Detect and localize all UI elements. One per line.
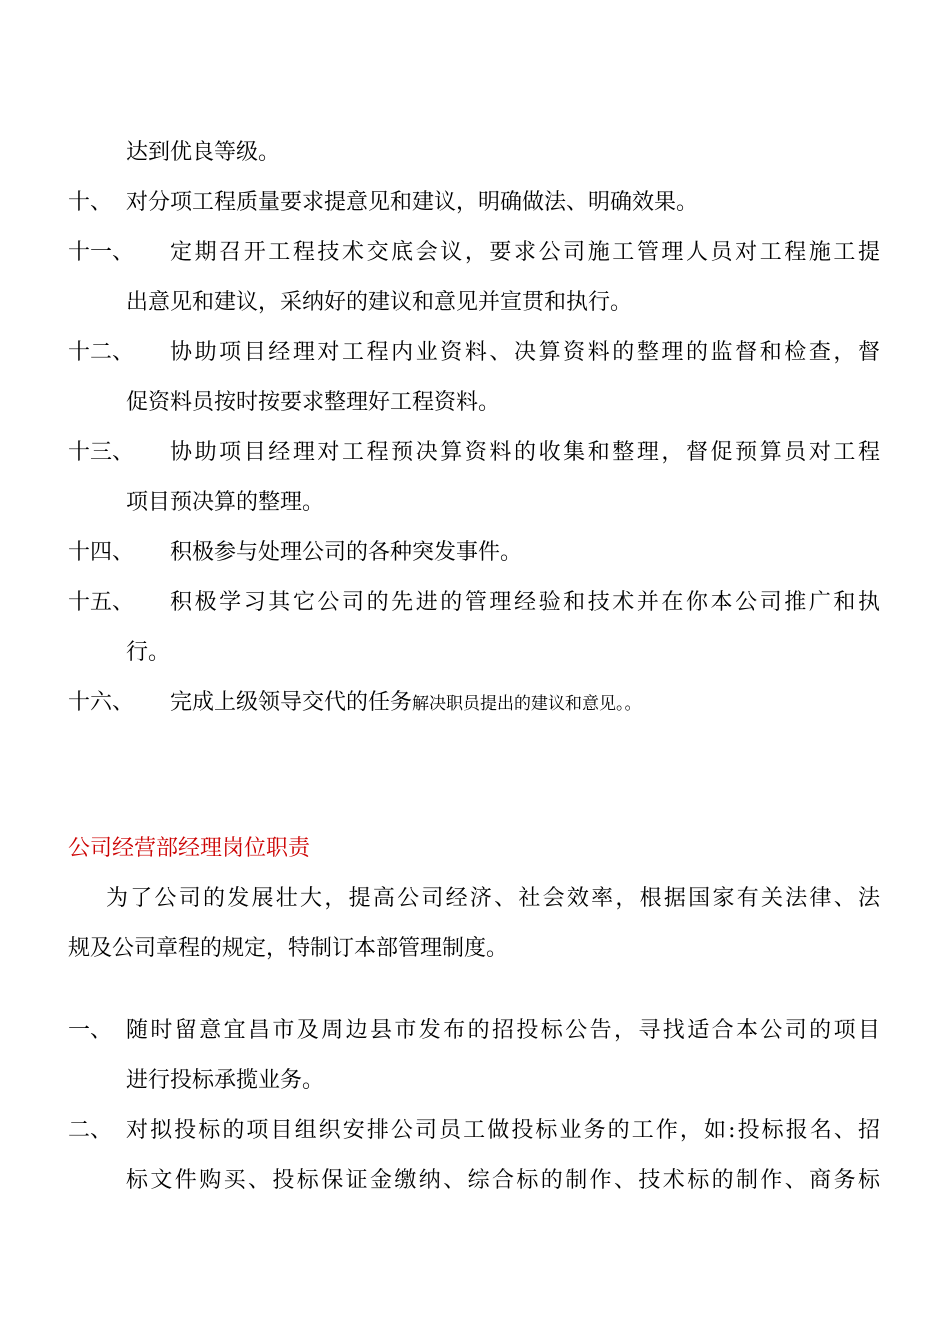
item-number: 十六、	[68, 690, 135, 715]
item-number: 十、	[68, 190, 113, 215]
item-text: 协助项目经理对工程预决算资料的收集和整理，督促预算员对工程	[170, 440, 880, 465]
item-text-continued: 进行投标承揽业务。	[126, 1068, 325, 1093]
item-text	[170, 686, 642, 721]
item-number: 二、	[68, 1118, 113, 1143]
item-number: 十四、	[68, 540, 135, 565]
item-number: 十一、	[68, 240, 135, 265]
continuation-text: 达到优良等级。	[126, 140, 281, 165]
item-text-main: 完成上级领导交代的任务	[170, 690, 413, 715]
item-text-continued: 项目预决算的整理。	[126, 490, 325, 515]
item-number: 十二、	[68, 340, 135, 365]
item-text: 定期召开工程技术交底会议，要求公司施工管理人员对工程施工提	[170, 240, 880, 265]
item-number: 十五、	[68, 590, 135, 615]
item-text: 对分项工程质量要求提意见和建议，明确做法、明确效果。	[126, 190, 699, 215]
item-text-continued: 促资料员按时按要求整理好工程资料。	[126, 390, 501, 415]
section-title: 公司经营部经理岗位职责	[68, 836, 311, 861]
item-text-continued: 出意见和建议，采纳好的建议和意见并宣贯和执行。	[126, 290, 633, 315]
item-text: 对拟投标的项目组织安排公司员工做投标业务的工作，如:投标报名、招	[126, 1118, 880, 1143]
item-text: 积极学习其它公司的先进的管理经验和技术并在你本公司推广和执	[170, 590, 880, 615]
item-number: 十三、	[68, 440, 135, 465]
item-text: 协助项目经理对工程内业资料、决算资料的整理的监督和检查，督	[170, 340, 880, 365]
item-text-continued: 标文件购买、投标保证金缴纳、综合标的制作、技术标的制作、商务标	[126, 1168, 880, 1193]
item-text-small: 解决职员提出的建议和意见。。	[412, 694, 642, 714]
item-text-continued: 行。	[126, 640, 171, 665]
intro-text: 为了公司的发展壮大，提高公司经济、社会效率，根据国家有关法律、法	[106, 886, 880, 911]
item-number: 一、	[68, 1018, 113, 1043]
intro-text-continued: 规及公司章程的规定，特制订本部管理制度。	[68, 936, 509, 961]
item-text: 积极参与处理公司的各种突发事件。	[170, 540, 523, 565]
item-text: 随时留意宜昌市及周边县市发布的招投标公告，寻找适合本公司的项目	[126, 1018, 880, 1043]
